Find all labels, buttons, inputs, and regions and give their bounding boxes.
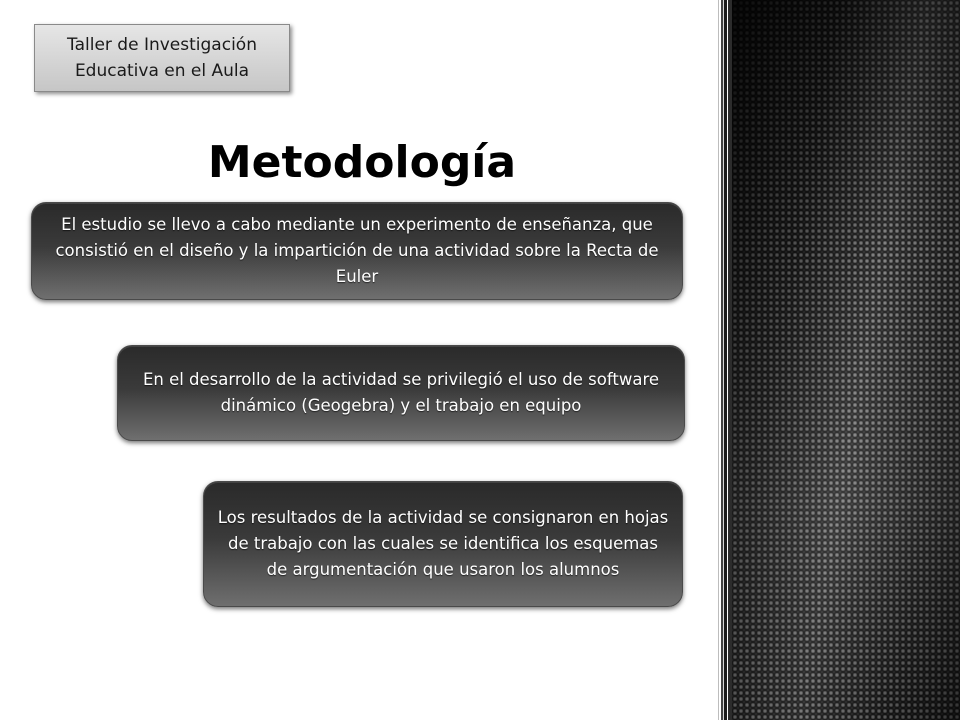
text-block-results — [203, 481, 683, 607]
text-block-study — [31, 202, 683, 300]
decorative-carbon-panel — [732, 0, 960, 720]
text-block-results-text: Los resultados de la actividad se consignaron en hojas de trabajo con las cuales se identifica los esquemas de argumentación que usaron los alumnos — [217, 508, 669, 579]
page-title: Metodología — [207, 137, 517, 188]
decorative-edge-strip — [716, 0, 732, 720]
text-block-activity — [117, 345, 685, 441]
header-label: Taller de Investigación Educativa en el Aula — [67, 35, 257, 81]
text-block-activity-text: En el desarrollo de la actividad se privilegió el uso de software dinámico (Geogebra) y el trabajo en equipo — [142, 370, 660, 415]
header-label-box — [34, 24, 290, 92]
text-block-study-text: El estudio se llevo a cabo mediante un experimento de enseñanza, que consistió en el diseño y la impartición de una actividad sobre la Recta de Euler — [55, 215, 659, 286]
